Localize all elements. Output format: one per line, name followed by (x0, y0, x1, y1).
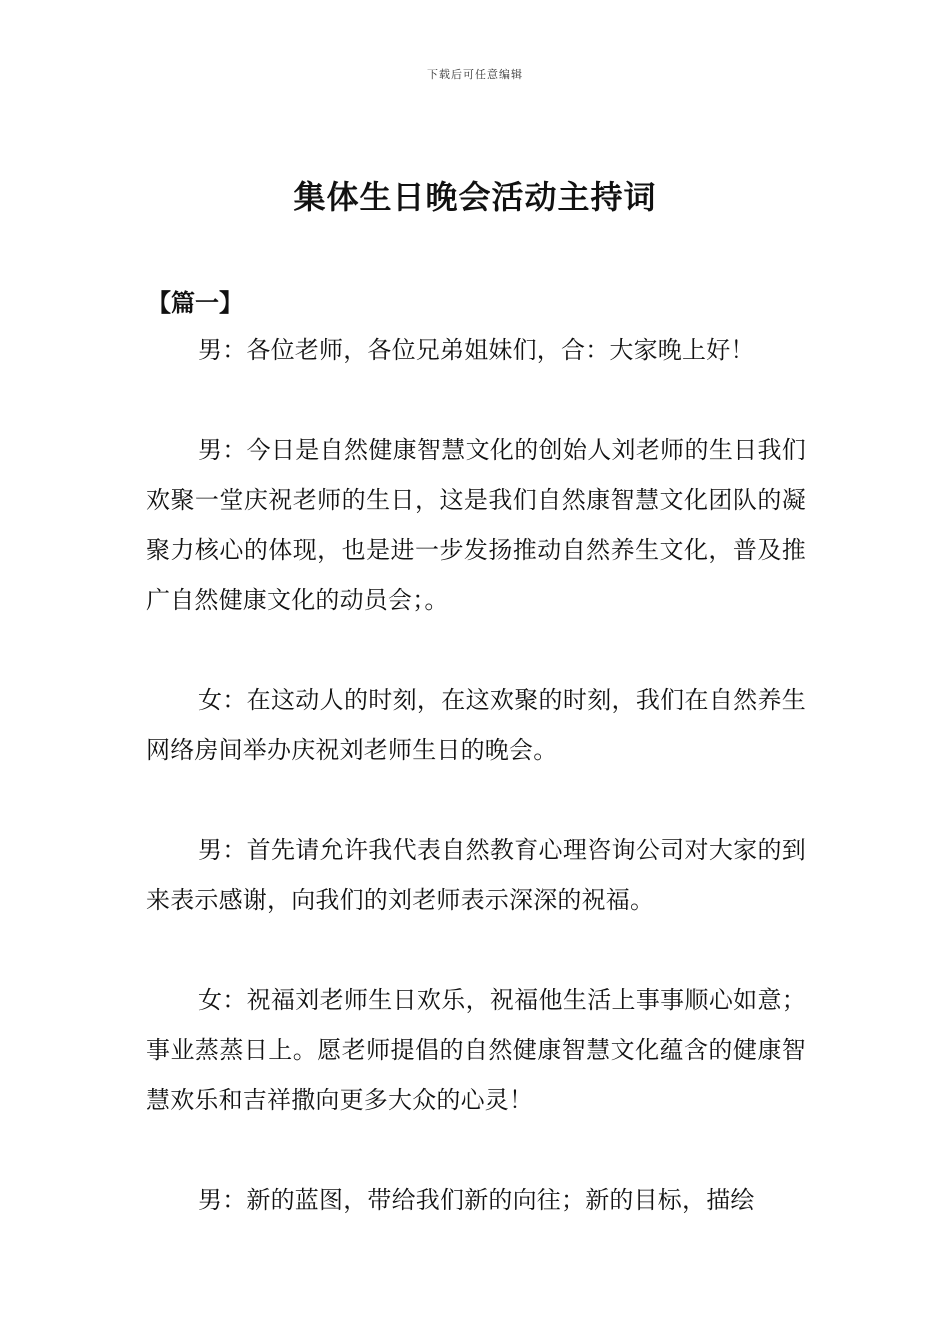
paragraph: 男：今日是自然健康智慧文化的创始人刘老师的生日我们欢聚一堂庆祝老师的生日，这是我们自然康智慧文化团队的凝聚力核心的体现，也是进一步发扬推动自然养生文化，普及推广自然健康文化的动员会；。 (146, 436, 806, 614)
header-note: 下载后可任意编辑 (427, 68, 523, 81)
paragraph: 男：首先请允许我代表自然教育心理咨询公司对大家的到来表示感谢，向我们的刘老师表示深深的祝福。 (146, 836, 806, 914)
paragraph: 女：在这动人的时刻，在这欢聚的时刻，我们在自然养生网络房间举办庆祝刘老师生日的晚会。 (146, 686, 806, 764)
section-label: 【篇一】 (147, 288, 243, 317)
paragraph: 男：新的蓝图，带给我们新的向往；新的目标，描绘 (198, 1186, 755, 1214)
document-body (146, 325, 806, 1275)
paragraph: 男：各位老师，各位兄弟姐妹们，合：大家晚上好！ (198, 336, 755, 364)
paragraph: 女：祝福刘老师生日欢乐，祝福他生活上事事顺心如意；事业蒸蒸日上。愿老师提倡的自然健康智慧文化蕴含的健康智慧欢乐和吉祥撒向更多大众的心灵！ (146, 986, 806, 1114)
document-title: 集体生日晚会活动主持词 (293, 178, 657, 216)
